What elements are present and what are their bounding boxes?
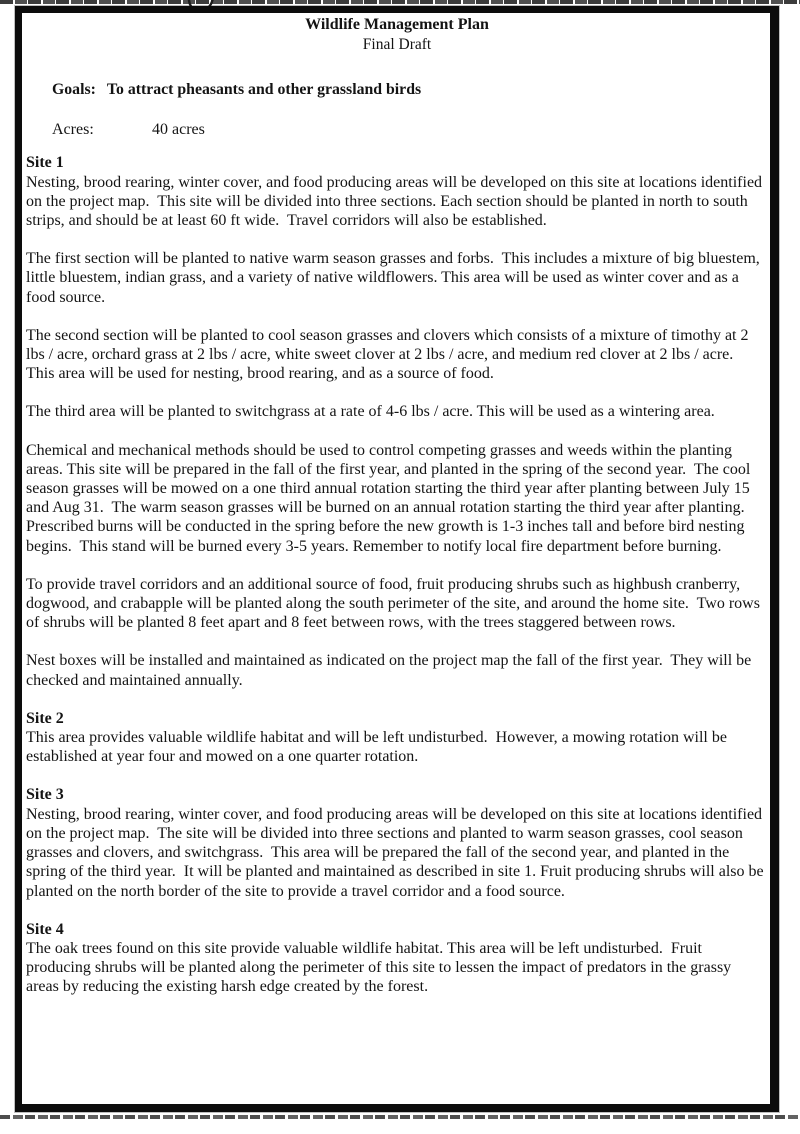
document-border-frame [15,6,779,1112]
document-subtitle: Final Draft [362,36,432,53]
section-heading-site-4: Site 4 [26,920,64,938]
goals-row [52,80,768,99]
paragraph: The third area will be planted to switchgrass at a rate of 4-6 lbs / acre. This will be used as a wintering area. [26,403,715,421]
section-heading-site-1: Site 1 [26,154,64,172]
scan-artifact-top-line [0,0,800,4]
paragraph: The first section will be planted to native warm season grasses and forbs. This includes a mixture of big bluestem, little bluestem, indian grass, and a variety of native wildflowers. This area will be used as winter cover and as a food source. [26,250,764,306]
document-title: Wildlife Management Plan [305,16,489,33]
document-content [22,13,770,997]
goals-label: Goals: [52,81,96,98]
acres-value: 40 acres [152,121,205,139]
goals-text: To attract pheasants and other grassland birds [106,81,422,98]
paragraph: To provide travel corridors and an additional source of food, fruit producing shrubs such as highbush cranberry, dogwood, and crabapple will be planted along the south perimeter of the site, and around the home site. Two rows of shrubs will be planted 8 feet apart and 8 feet between rows, with the trees staggered between rows. [26,575,764,632]
scan-artifact-bottom-line [0,1115,800,1119]
acres-label: Acres: [52,121,94,139]
paragraph: Nest boxes will be installed and maintained as indicated on the project map the fall of the first year. They will be checked and maintained annually. [26,652,756,689]
acres-row [52,120,768,139]
paragraph: The second section will be planted to cool season grasses and clovers which consists of a mixture of timothy at 2 lbs / acre, orchard grass at 2 lbs / acre, white sweet clover at 2 lbs / acre, and medium red clover at 2 lbs / acre. This area will be used for nesting, brood rearing, and as a source of food. [26,326,753,383]
paragraph: The oak trees found on this site provide valuable wildlife habitat. This area will be left undisturbed. Fruit producing shrubs will be planted along the perimeter of this site to lessen the impact of predators in the grassy areas by reducing the existing harsh edge created by the forest. [26,939,736,996]
section-heading-site-3: Site 3 [26,786,64,804]
section-heading-site-2: Site 2 [26,709,64,727]
paragraph: Nesting, brood rearing, winter cover, and food producing areas will be developed on this site at locations identified on the project map. The site will be divided into three sections and planted to warm season grasses, cool season grasses and clovers, and switchgrass. This area will be prepared the fall of the second year, and planted in the spring of the third year. It will be planted and maintained as described in site 1. Fruit producing shrubs will also be planted on the north border of the site to provide a travel corridor and a food source. [26,805,768,900]
paragraph: Chemical and mechanical methods should be used to control competing grasses and weeds within the planting areas. This site will be prepared in the fall of the first year, and planted in the spring of the second year. The cool season grasses will be mowed on a one third annual rotation starting the third year after planting between July 15 and Aug 31. The warm season grasses will be burned on an annual rotation starting the third year after planting. Prescribed burns will be conducted in the spring before the new growth is 1-3 inches tall and before bird nesting begins. This stand will be burned every 3-5 years. Remember to notify local fire department before burning. [26,441,755,555]
sections [26,153,768,996]
paragraph: This area provides valuable wildlife habitat and will be left undisturbed. However, a mowing rotation will be established at year four and mowed on a one quarter rotation. [26,729,731,766]
paragraph: Nesting, brood rearing, winter cover, and food producing areas will be developed on this site at locations identified on the project map. This site will be divided into three sections. Each section should be planted in north to south strips, and should be at least 60 ft wide. Travel corridors will also be established. [26,173,767,230]
